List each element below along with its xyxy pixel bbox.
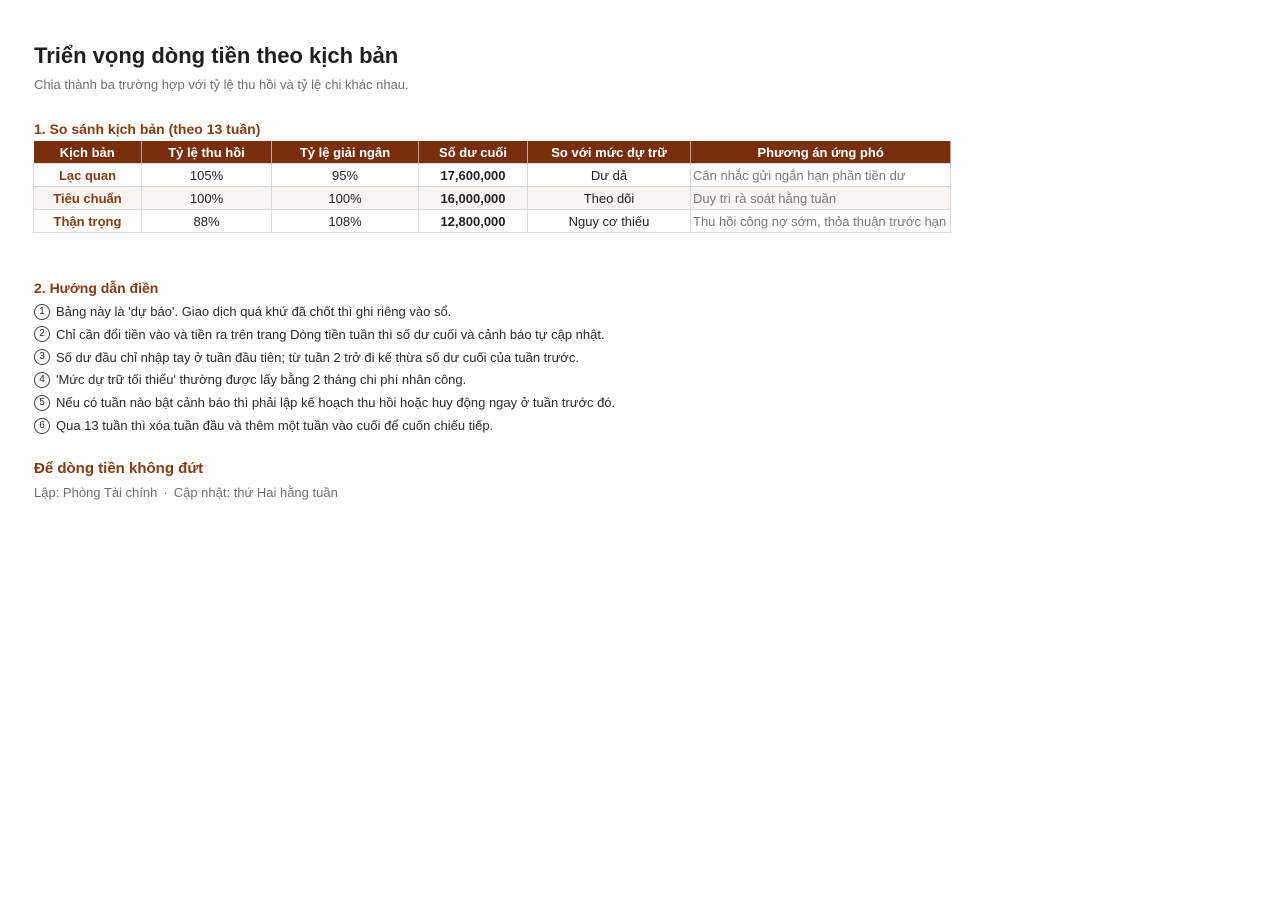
cell-disbursement-rate[interactable]: 108% [272,210,419,233]
cell-disbursement-rate[interactable]: 95% [272,164,419,187]
column-header-recovery-rate[interactable]: Tỷ lệ thu hồi [142,141,272,164]
page-subtitle: Chia thành ba trường hợp với tỷ lệ thu hồi và tỷ lệ chi khác nhau. [34,77,409,92]
cell-scenario[interactable]: Thận trọng [34,210,142,233]
list-item [34,415,615,438]
cell-end-balance[interactable]: 12,800,000 [419,210,528,233]
section-heading-guide: 2. Hướng dẫn điền [34,280,159,296]
page-title: Triển vọng dòng tiền theo kịch bản [34,43,399,68]
scenario-comparison-table [33,141,951,233]
cell-scenario[interactable]: Lạc quan [34,164,142,187]
footer-meta [34,485,338,500]
update-schedule: Cập nhật: thứ Hai hằng tuần [173,485,338,500]
column-header-scenario[interactable]: Kịch bản [34,141,142,164]
column-header-response-plan[interactable]: Phương án ứng phó [691,141,951,164]
circled-number-icon: 6 [34,418,50,434]
list-item [34,369,615,392]
cell-end-balance[interactable]: 16,000,000 [419,187,528,210]
table-row [34,187,951,210]
cell-recovery-rate[interactable]: 105% [142,164,272,187]
guide-text: Qua 13 tuần thì xóa tuần đầu và thêm một tuần vào cuối để cuốn chiếu tiếp. [56,417,494,433]
circled-number-icon: 5 [34,395,50,411]
section-heading-comparison: 1. So sánh kịch bản (theo 13 tuần) [34,121,261,137]
circled-number-icon: 2 [34,326,50,342]
table-header-row [34,141,951,164]
guide-text: Nếu có tuần nào bật cảnh báo thì phải lập kế hoạch thu hồi hoặc huy động ngay ở tuần trước đó. [56,395,616,411]
guide-text: Chỉ cần đổi tiền vào và tiền ra trên trang Dòng tiền tuần thì số dư cuối và cảnh báo tự cập nhật. [56,326,605,342]
cell-recovery-rate[interactable]: 100% [142,187,272,210]
column-header-vs-reserve[interactable]: So với mức dự trữ [528,141,691,164]
guide-text: 'Mức dự trữ tối thiểu' thường được lấy bằng 2 tháng chi phí nhân công. [56,372,467,388]
cell-vs-reserve[interactable]: Nguy cơ thiếu [528,210,691,233]
table-row [34,164,951,187]
cell-disbursement-rate[interactable]: 100% [272,187,419,210]
guide-text: Số dư đầu chỉ nhập tay ở tuần đầu tiên; từ tuần 2 trở đi kế thừa số dư cuối của tuần trước. [56,349,579,365]
guide-text: Bảng này là 'dự báo'. Giao dịch quá khứ đã chốt thì ghi riêng vào sổ. [56,304,452,319]
circled-number-icon: 4 [34,372,50,388]
guide-list [34,301,615,438]
column-header-end-balance[interactable]: Số dư cuối [419,141,528,164]
cell-recovery-rate[interactable]: 88% [142,210,272,233]
prepared-by: Lập: Phòng Tài chính [34,485,158,500]
cell-response-plan[interactable]: Duy trì rà soát hằng tuần [691,187,951,210]
cell-end-balance[interactable]: 17,600,000 [419,164,528,187]
footer-heading: Để dòng tiền không đứt [34,460,204,477]
separator: · [163,485,168,500]
list-item [34,324,615,347]
column-header-disbursement-rate[interactable]: Tỷ lệ giải ngân [272,141,419,164]
circled-number-icon: 1 [34,304,50,320]
cell-scenario[interactable]: Tiêu chuẩn [34,187,142,210]
list-item [34,301,615,324]
cell-vs-reserve[interactable]: Theo dõi [528,187,691,210]
cell-response-plan[interactable]: Thu hồi công nợ sớm, thỏa thuận trước hạn [691,210,951,233]
cell-vs-reserve[interactable]: Dư dả [528,164,691,187]
circled-number-icon: 3 [34,349,50,365]
table-row [34,210,951,233]
cell-response-plan[interactable]: Cân nhắc gửi ngắn hạn phần tiền dư [691,164,951,187]
list-item [34,392,615,415]
list-item [34,347,615,370]
